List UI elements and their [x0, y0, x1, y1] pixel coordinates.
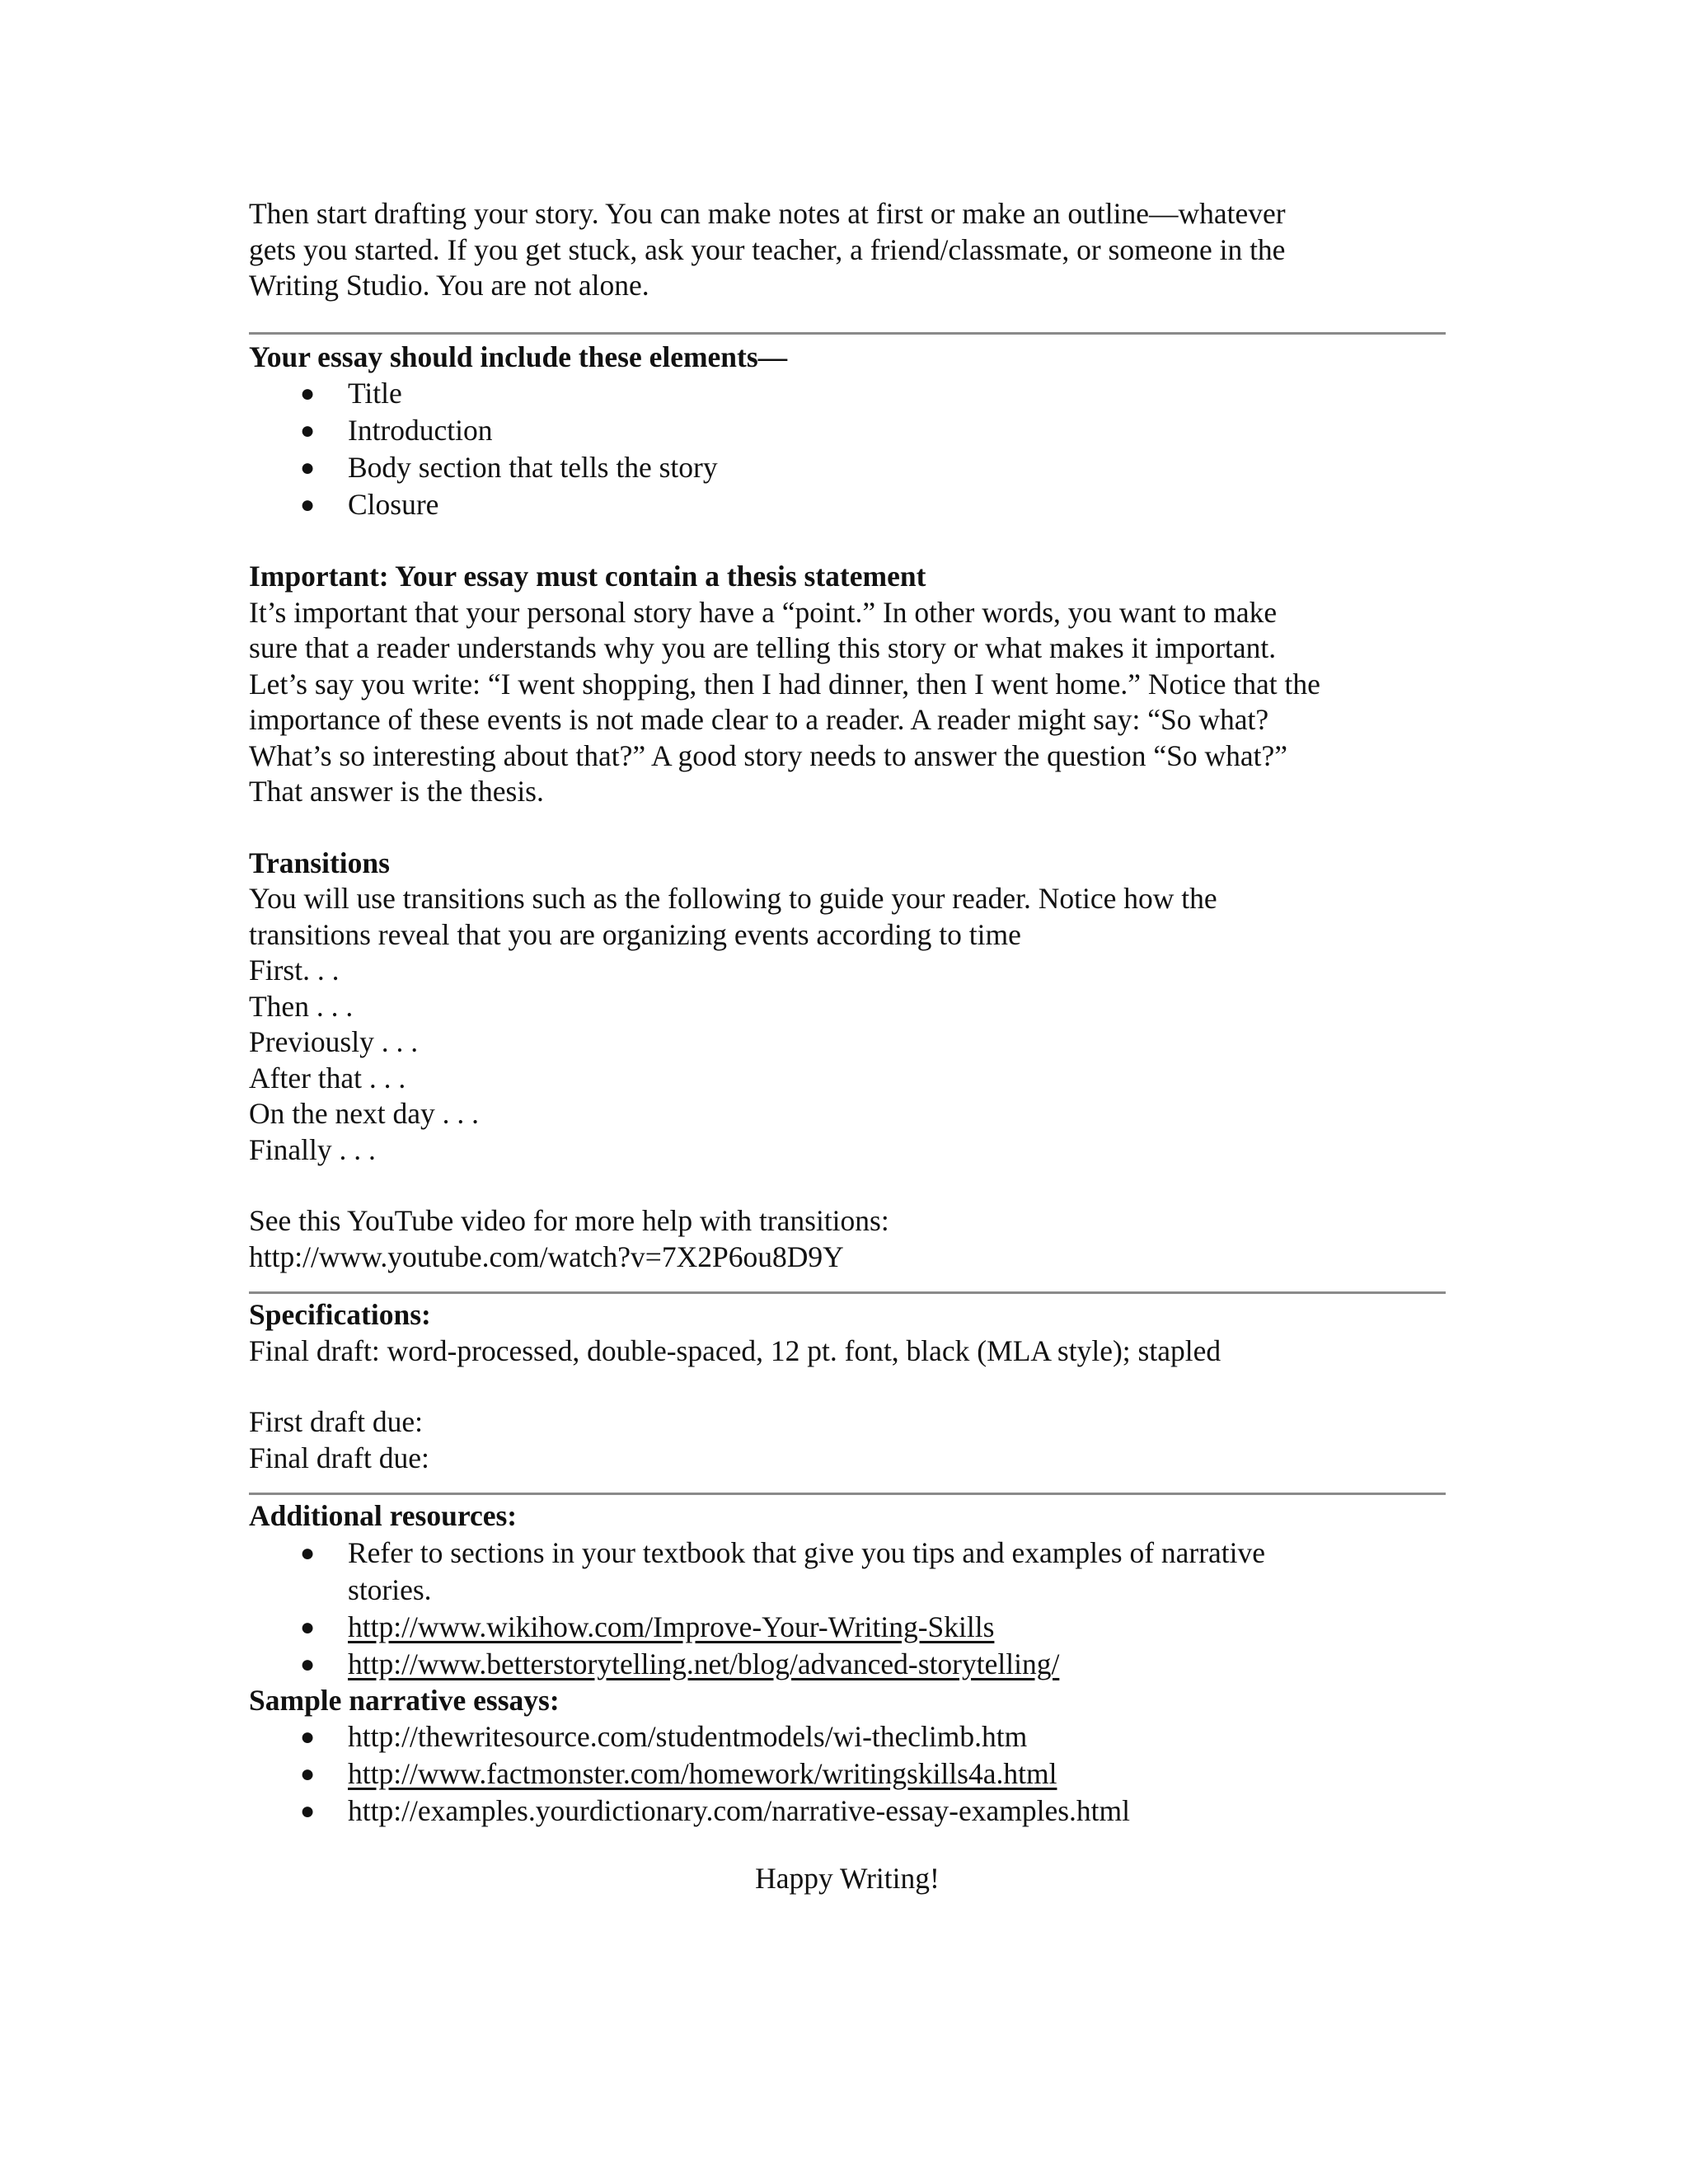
thesis-heading: Important: Your essay must contain a thesis statement — [249, 560, 926, 593]
bullet-icon: ● — [300, 1723, 316, 1750]
elements-heading: Your essay should include these elements— — [249, 340, 788, 373]
transition-example: After that . . . — [249, 1061, 406, 1094]
transitions-line: You will use transitions such as the following to guide your reader. Notice how the — [249, 882, 1217, 915]
list-item-text: Closure — [348, 488, 439, 521]
bullet-icon: ● — [300, 454, 316, 481]
bullet-icon: ● — [300, 1760, 316, 1788]
betterstorytelling-link[interactable]: http://www.betterstorytelling.net/blog/advanced-storytelling/ — [348, 1647, 1060, 1680]
closing-text: Happy Writing! — [755, 1862, 940, 1895]
resources-heading: Additional resources: — [249, 1499, 518, 1532]
thesis-paragraph — [249, 595, 1446, 810]
video-help-text: See this YouTube video for more help with transitions: — [249, 1204, 889, 1237]
list-item-text: stories. — [348, 1572, 432, 1606]
thesis-line: sure that a reader understands why you are telling this story or what makes it important. — [249, 631, 1277, 664]
transition-example: Then . . . — [249, 989, 354, 1023]
list-item-text: Introduction — [348, 414, 493, 447]
transitions-heading: Transitions — [249, 846, 390, 879]
specifications-heading: Specifications: — [249, 1298, 431, 1331]
thesis-line: That answer is the thesis. — [249, 775, 544, 808]
list-item-text: Body section that tells the story — [348, 451, 718, 484]
samples-heading: Sample narrative essays: — [249, 1683, 560, 1717]
list-item — [249, 486, 1446, 523]
factmonster-link[interactable]: http://www.factmonster.com/homework/writingskills4a.html — [348, 1757, 1057, 1790]
bullet-icon: ● — [300, 1539, 316, 1567]
list-item-text: Title — [348, 377, 402, 410]
bullet-icon: ● — [300, 1797, 316, 1825]
list-item — [249, 1646, 1446, 1683]
transitions-line: transitions reveal that you are organizing events according to time — [249, 917, 1021, 951]
transition-examples — [249, 953, 1446, 1168]
bullet-icon: ● — [300, 491, 316, 518]
transition-example: First. . . — [249, 954, 340, 987]
thesis-line: importance of these events is not made clear to a reader. A reader might say: “So what? — [249, 703, 1269, 736]
yourdictionary-url: http://examples.yourdictionary.com/narrative-essay-examples.html — [348, 1794, 1131, 1827]
thesis-line: What’s so interesting about that?” A good story needs to answer the question “So what?” — [249, 738, 1287, 772]
elements-list — [249, 375, 1446, 523]
intro-line: Then start drafting your story. You can make notes at first or make an outline—whatever — [249, 197, 1286, 230]
list-item — [249, 1718, 1446, 1755]
list-item — [249, 449, 1446, 486]
thesis-line: It’s important that your personal story have a “point.” In other words, you want to make — [249, 595, 1278, 629]
transition-example: Previously . . . — [249, 1025, 419, 1058]
first-draft-due: First draft due: — [249, 1405, 423, 1438]
final-draft-spec: Final draft: word-processed, double-spaced, 12 pt. font, black (MLA style); stapled — [249, 1333, 1221, 1367]
writesource-url: http://thewritesource.com/studentmodels/wi-theclimb.htm — [348, 1720, 1028, 1753]
bullet-icon: ● — [300, 1650, 316, 1678]
list-item — [249, 1755, 1446, 1793]
list-item-text: Refer to sections in your textbook that give you tips and examples of narrative — [348, 1535, 1266, 1569]
list-item — [249, 1609, 1446, 1646]
final-draft-due: Final draft due: — [249, 1441, 429, 1474]
transition-example: Finally . . . — [249, 1132, 376, 1166]
document-page — [249, 196, 1446, 1897]
wikihow-link[interactable]: http://www.wikihow.com/Improve-Your-Writing-Skills — [348, 1610, 995, 1643]
bullet-icon: ● — [300, 380, 316, 407]
list-item — [249, 1793, 1446, 1830]
intro-paragraph — [249, 196, 1446, 304]
resources-list — [249, 1535, 1446, 1683]
intro-line: gets you started. If you get stuck, ask your teacher, a friend/classmate, or someone in the — [249, 232, 1286, 266]
transition-example: On the next day . . . — [249, 1097, 480, 1130]
samples-list — [249, 1718, 1446, 1830]
list-item — [249, 412, 1446, 449]
thesis-line: Let’s say you write: “I went shopping, then I had dinner, then I went home.” Notice that the — [249, 667, 1320, 701]
intro-line: Writing Studio. You are not alone. — [249, 269, 649, 302]
bullet-icon: ● — [300, 417, 316, 444]
list-item — [249, 375, 1446, 412]
list-item — [249, 1535, 1446, 1609]
video-url: http://www.youtube.com/watch?v=7X2P6ou8D9Y — [249, 1240, 844, 1273]
bullet-icon: ● — [300, 1613, 316, 1641]
transitions-paragraph — [249, 881, 1446, 953]
